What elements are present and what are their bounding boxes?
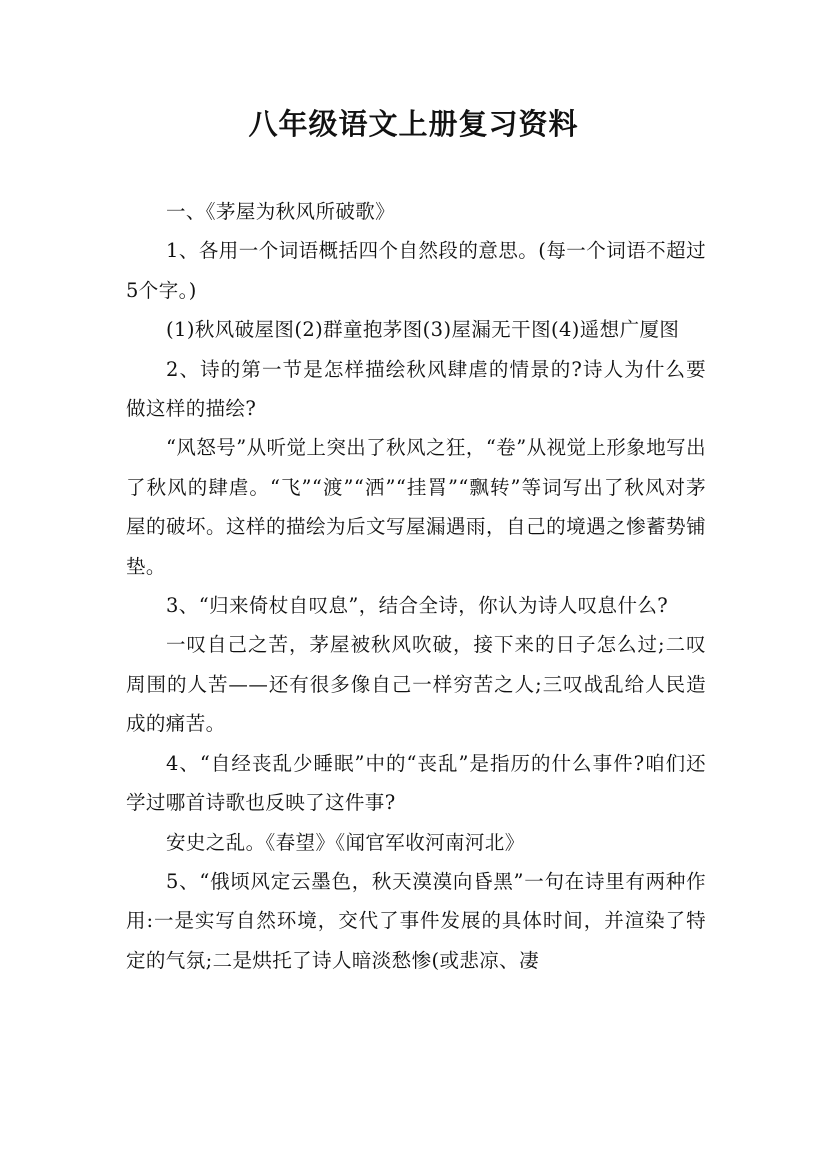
document-title: 八年级语文上册复习资料 [248,107,579,141]
question-1: 1、各用一个词语概括四个自然段的意思。(每一个词语不超过5个字。) [126,239,706,302]
answer-3: 一叹自己之苦，茅屋被秋风吹破，接下来的日子怎么过;二叹周围的人苦——还有很多像自己一样穷苦之人;三叹战乱给人民造成的痛苦。 [126,633,706,736]
answer-1: (1)秋风破屋图(2)群童抱茅图(3)屋漏无干图(4)遥想广厦图 [166,318,680,342]
question-3: 3、“归来倚杖自叹息”，结合全诗，你认为诗人叹息什么? [166,594,669,618]
question-5: 5、“俄顷风定云墨色，秋天漠漠向昏黑”一句在诗里有两种作用:一是实写自然环境，交代了事件发展的具体时间，并渲染了特定的气氛;二是烘托了诗人暗淡愁惨(或悲凉、凄 [126,869,706,972]
answer-4: 安史之乱。《春望》《闻官军收河南河北》 [166,830,525,854]
answer-2: “风怒号”从听觉上突出了秋风之狂，“卷”从视觉上形象地写出了秋风的肆虐。“飞”“渡”“洒”“挂罥”“飘转”等词写出了秋风对茅屋的破坏。这样的描绘为后文写屋漏遇雨，自己的境遇之惨蓄势铺垫。 [126,436,706,578]
section-heading: 一、《茅屋为秋风所破歌》 [166,200,396,223]
question-2: 2、诗的第一节是怎样描绘秋风肆虐的情景的?诗人为什么要做这样的描绘? [126,357,706,421]
question-4: 4、“自经丧乱少睡眠”中的“丧乱”是指历的什么事件?咱们还学过哪首诗歌也反映了这件事? [126,751,706,815]
document-body [126,192,706,980]
